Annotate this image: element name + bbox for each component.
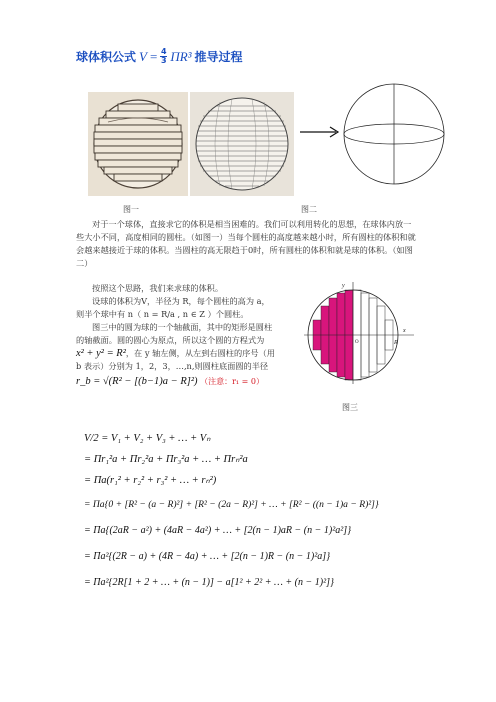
setup-text-1: 设球的体积为V，半径为 R，每个圆柱的高为 a， xyxy=(92,296,270,306)
derivation-line-2: = Πr₁²a + Πr₂²a + Πr₃²a + … + Πrₙ²a xyxy=(84,454,248,465)
title-suffix: 推导过程 xyxy=(194,50,243,64)
arrow-right-icon xyxy=(300,125,340,139)
approach-text: 按照这个思路，我们来求球的体积。 xyxy=(92,283,224,293)
circle-text-2: 的轴截面。圆的圆心为原点，所以这个圆的方程式为 xyxy=(76,335,265,345)
derivation-block xyxy=(84,428,464,596)
figure-two-image xyxy=(190,92,294,196)
page-title: 球体积公式 V = $\frac{4}{3}$ ΠR³ 推导过程 xyxy=(76,47,243,65)
derivation-line-5: = Πa{(2aR − a²) + (4aR − 4a²) + … + [2(n − 1)aR − (n − 1)²a²]} xyxy=(84,525,352,536)
setup-text-2: 则半个球中有 n（ n = R/a , n ∈ Z ）个圆柱。 xyxy=(76,309,249,319)
figure-three-diagram xyxy=(302,280,420,386)
title-text: 球体积公式 xyxy=(76,50,137,64)
derivation-line-1: V/2 = V₁ + V₂ + V₃ + … + Vₙ xyxy=(84,433,211,444)
title-fraction: $\frac{4}{3}$ xyxy=(161,47,167,65)
title-formula-rhs: ΠR³ xyxy=(170,48,192,64)
radius-formula: r_b = √(R² − [(b−1)a − R]²) xyxy=(76,376,198,387)
figure-three-r-label: R xyxy=(394,340,398,346)
figure-one-image xyxy=(88,92,188,196)
figure-two-caption: 图二 xyxy=(301,205,317,214)
figure-three-x-label: x xyxy=(403,328,406,334)
derivation-line-6: = Πa²{(2R − a) + (4R − 4a) + … + [2(n − 1)R − (n − 1)²a]} xyxy=(84,551,331,562)
note-text: （注意：r₁ = 0） xyxy=(200,377,265,386)
circle-text-4: b 表示）分别为 1，2，3，…,n,则圆柱底面圆的半径 xyxy=(76,361,269,371)
title-formula-lhs: V xyxy=(139,48,147,64)
derivation-line-7: = Πa²{2R[1 + 2 + … + (n − 1)] − a[1² + 2² + … + (n − 1)²]} xyxy=(84,577,334,588)
sphere-outline-diagram xyxy=(340,78,450,190)
radius-formula-line xyxy=(76,375,296,388)
method-paragraphs xyxy=(76,282,296,388)
circle-text-1: 图三中的圆为球的一个轴截面，其中的矩形是圆柱 xyxy=(92,322,273,332)
figure-one-caption: 图一 xyxy=(123,205,139,214)
figure-three-origin-label: O xyxy=(355,340,359,345)
figure-three-y-label: y xyxy=(342,283,345,289)
circle-equation: x² + y² = R² xyxy=(76,348,126,359)
figure-three-caption: 图三 xyxy=(342,403,358,412)
derivation-line-3: = Πa(r₁² + r₂² + r₃² + … + rₙ²) xyxy=(84,475,217,486)
intro-paragraph: 对于一个球体，直接求它的体积是相当困难的。我们可以利用转化的思想，在球体内放一些大小不同，高度相同的圆柱。（如图一）当每个圆柱的高度越来越小时，所有圆柱的体积和就会越来越接近于球的体积。当圆柱的高无限趋于0时，所有圆柱的体积和就是球的体积。（如图二） xyxy=(76,219,416,268)
circle-text-3: x² + y² = R²，在 y 轴左侧，从左到右圆柱的序号（用 xyxy=(76,348,275,359)
derivation-line-4: = Πa{0 + [R² − (a − R)²] + [R² − (2a − R)²] + … + [R² − ((n − 1)a − R)²]} xyxy=(84,499,379,510)
